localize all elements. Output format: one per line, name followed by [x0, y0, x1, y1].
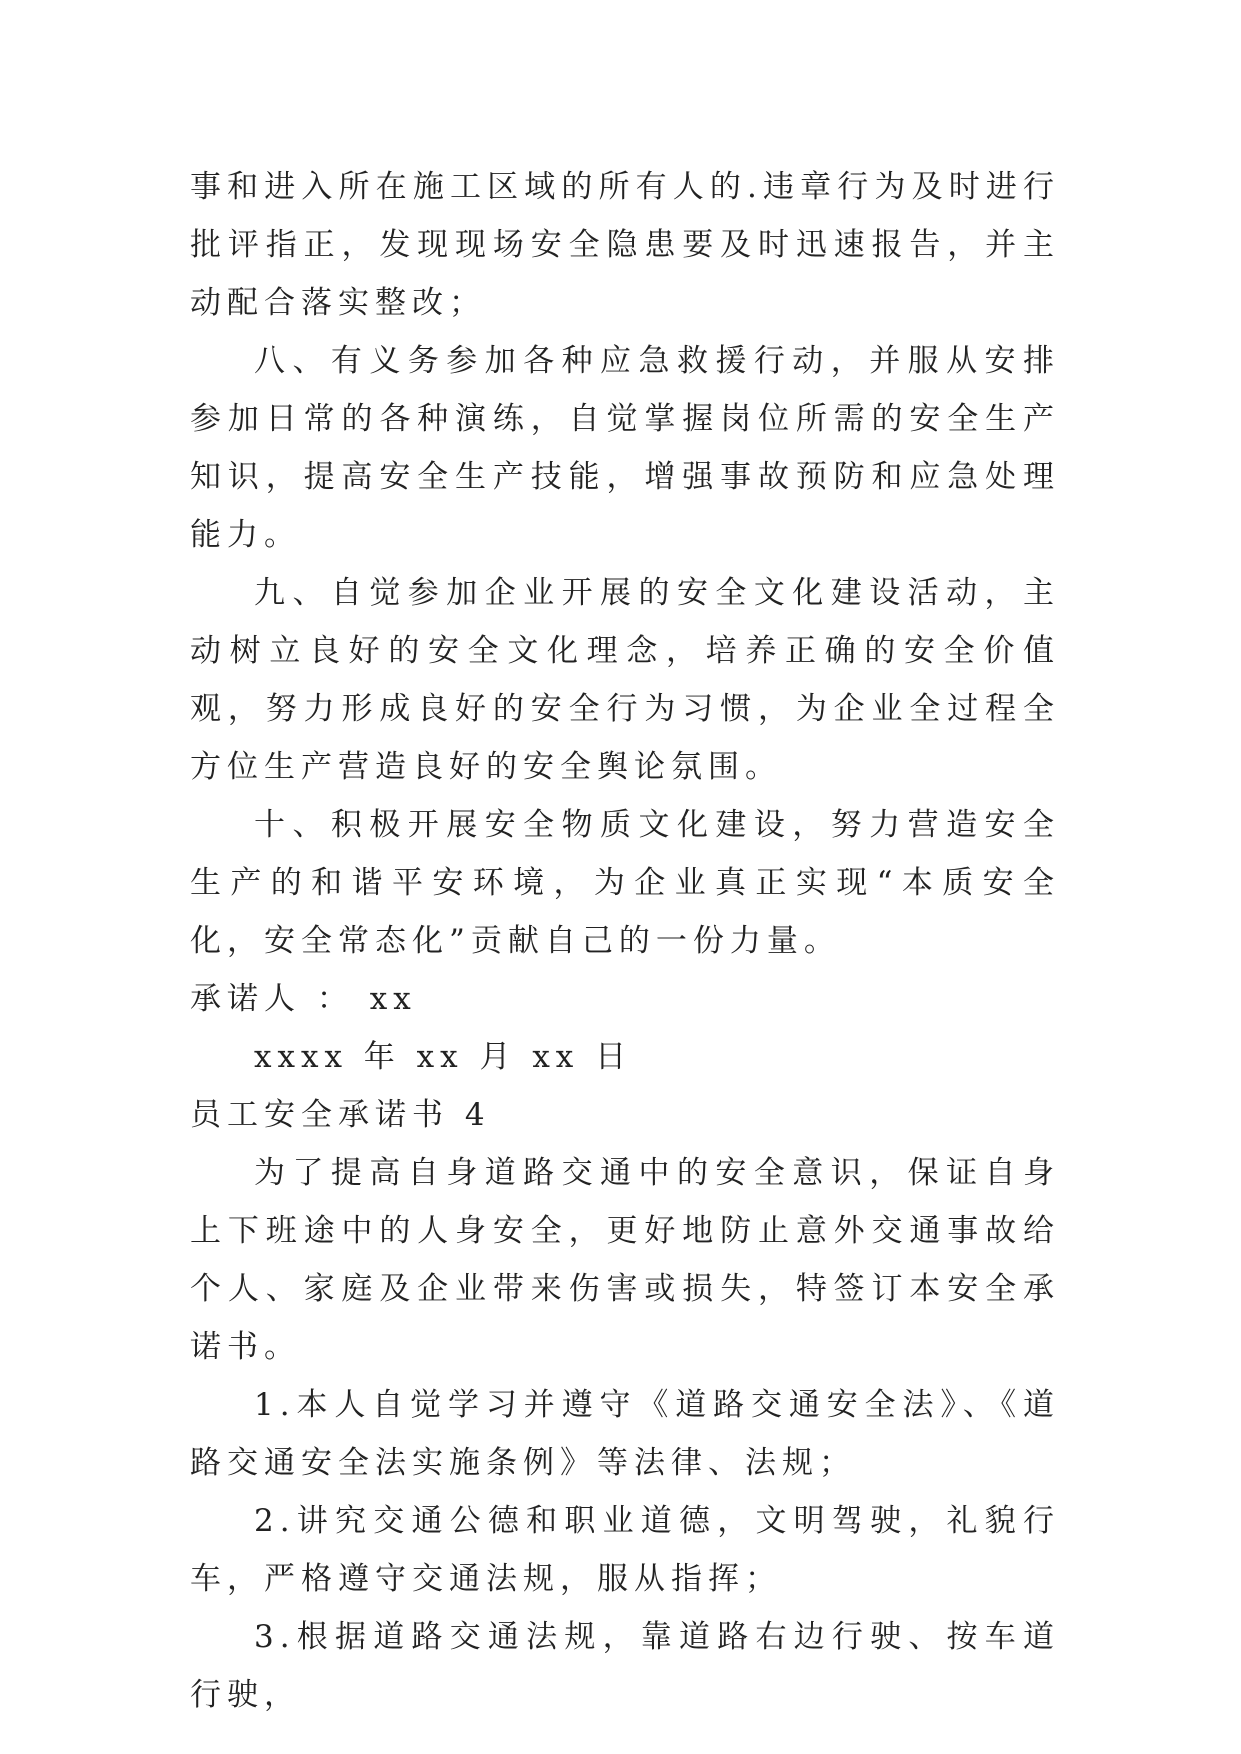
section-title: 员工安全承诺书 4: [190, 1097, 491, 1133]
signer-line: 承诺人 ： xx: [190, 981, 417, 1017]
list-item-2: 2.讲究交通公德和职业道德，文明驾驶，礼貌行车，严格遵守交通法规，服从指挥；: [190, 1503, 1060, 1597]
list-item-3: 3.根据道路交通法规，靠道路右边行驶、按车道行驶，: [190, 1619, 1060, 1713]
document-body: [190, 158, 1060, 1724]
paragraph-continuation: 事和进入所在施工区域的所有人的.违章行为及时进行批评指正，发现现场安全隐患要及时迅速报告，并主动配合落实整改；: [190, 169, 1060, 321]
paragraph-item-10: 十、积极开展安全物质文化建设，努力营造安全生产的和谐平安环境，为企业真正实现“本质安全化，安全常态化”贡献自己的一份力量。: [190, 807, 1060, 959]
list-item-1: 1.本人自觉学习并遵守《道路交通安全法》、《道路交通安全法实施条例》等法律、法规；: [190, 1387, 1060, 1481]
paragraph-item-9: 九、自觉参加企业开展的安全文化建设活动，主动树立良好的安全文化理念，培养正确的安全价值观，努力形成良好的安全行为习惯，为企业全过程全方位生产营造良好的安全舆论氛围。: [190, 575, 1060, 785]
paragraph-item-8: 八、有义务参加各种应急救援行动，并服从安排参加日常的各种演练，自觉掌握岗位所需的安全生产知识，提高安全生产技能，增强事故预防和应急处理能力。: [190, 343, 1060, 553]
intro-paragraph: 为了提高自身道路交通中的安全意识，保证自身上下班途中的人身安全，更好地防止意外交通事故给个人、家庭及企业带来伤害或损失，特签订本安全承诺书。: [190, 1155, 1060, 1365]
date-line: xxxx 年 xx 月 xx 日: [254, 1039, 633, 1075]
